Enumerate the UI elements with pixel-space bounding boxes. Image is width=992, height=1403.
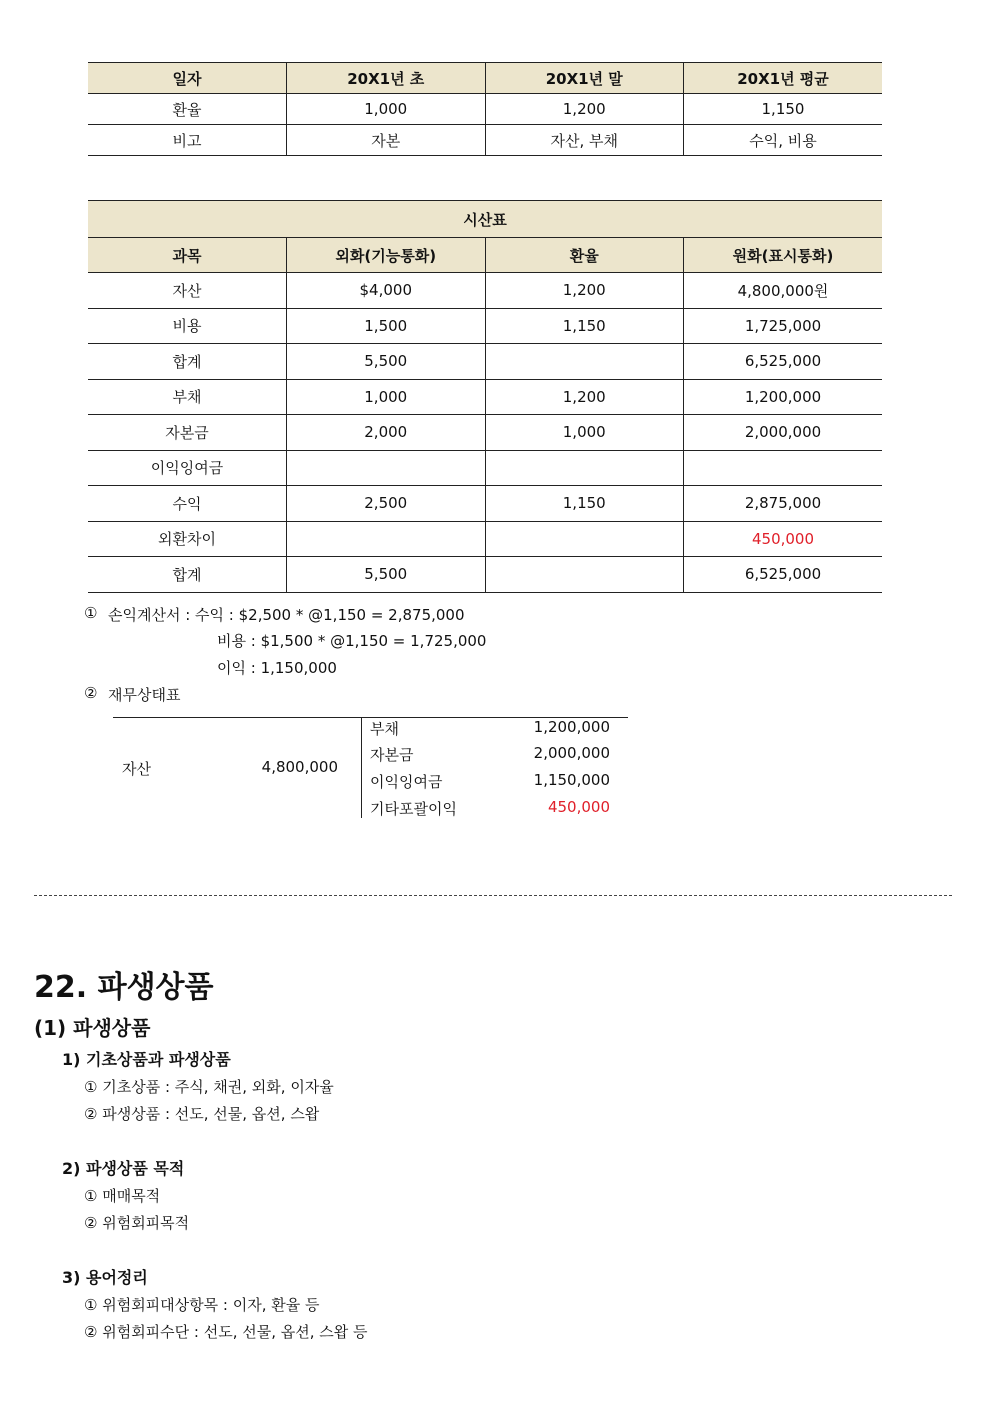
note-2-balance-sheet: 재무상태표 bbox=[108, 686, 181, 704]
table-cell: 이익잉여금 bbox=[88, 450, 287, 486]
table-row bbox=[88, 125, 882, 156]
table-cell: 1,725,000 bbox=[684, 308, 883, 344]
list-item: ① 매매목적 bbox=[84, 1187, 161, 1205]
table-cell: 외환차이 bbox=[88, 521, 287, 557]
table-cell: 1,200 bbox=[485, 94, 684, 125]
list-item: ② 위험회피목적 bbox=[84, 1214, 190, 1232]
table-header-row bbox=[88, 238, 882, 273]
note-2-marker: ② bbox=[84, 684, 98, 702]
list-item: ① 위험회피대상항목 : 이자, 환율 등 bbox=[84, 1296, 320, 1314]
bs-left-label: 자산 bbox=[122, 760, 151, 778]
table-cell: 합계 bbox=[88, 557, 287, 593]
table-row bbox=[88, 344, 882, 380]
exchange-rate-table bbox=[88, 62, 882, 156]
heading-3: 3) 용어정리 bbox=[62, 1268, 148, 1287]
section-separator bbox=[34, 895, 952, 896]
table-cell: 2,875,000 bbox=[684, 486, 883, 522]
header-cell: 원화(표시통화) bbox=[684, 238, 883, 273]
bs-right-label: 기타포괄이익 bbox=[370, 800, 457, 818]
table-cell: 환율 bbox=[88, 94, 287, 125]
list-item: ② 파생상품 : 선도, 선물, 옵션, 스왑 bbox=[84, 1105, 320, 1123]
table-cell bbox=[684, 450, 883, 486]
table-caption-row bbox=[88, 201, 882, 238]
header-cell: 외화(기능통화) bbox=[287, 238, 486, 273]
table-cell: 1,000 bbox=[485, 415, 684, 451]
table-cell: 수익, 비용 bbox=[684, 125, 883, 156]
table-cell: 1,500 bbox=[287, 308, 486, 344]
table-cell: 자본금 bbox=[88, 415, 287, 451]
note-1-income-statement: 손익계산서 : 수익 : $2,500 * @1,150 = 2,875,000 bbox=[108, 606, 465, 624]
table-cell: 2,000 bbox=[287, 415, 486, 451]
table-cell: 1,150 bbox=[485, 308, 684, 344]
list-item: ① 기초상품 : 주식, 채권, 외화, 이자율 bbox=[84, 1078, 334, 1096]
table-cell: 비용 bbox=[88, 308, 287, 344]
table-cell: 6,525,000 bbox=[684, 557, 883, 593]
trial-balance-table bbox=[88, 200, 882, 593]
fx-difference-value: 450,000 bbox=[684, 521, 883, 557]
table-row bbox=[88, 379, 882, 415]
table-cell: 부채 bbox=[88, 379, 287, 415]
header-cell: 일자 bbox=[88, 63, 287, 94]
table-cell: 2,500 bbox=[287, 486, 486, 522]
table-cell bbox=[287, 450, 486, 486]
header-cell: 20X1년 초 bbox=[287, 63, 486, 94]
subsection-title: (1) 파생상품 bbox=[34, 1016, 151, 1040]
table-header-row bbox=[88, 63, 882, 94]
table-cell: 수익 bbox=[88, 486, 287, 522]
table-row bbox=[88, 486, 882, 522]
bs-right-value: 1,150,000 bbox=[533, 771, 610, 789]
list-item: ② 위험회피수단 : 선도, 선물, 옵션, 스왑 등 bbox=[84, 1323, 368, 1341]
table-title: 시산표 bbox=[88, 201, 882, 238]
bs-right-value: 1,200,000 bbox=[533, 718, 610, 736]
table-cell: 5,500 bbox=[287, 557, 486, 593]
table-row bbox=[88, 521, 882, 557]
table-cell: 1,000 bbox=[287, 94, 486, 125]
header-cell: 환율 bbox=[485, 238, 684, 273]
table-cell bbox=[485, 557, 684, 593]
table-cell: 6,525,000 bbox=[684, 344, 883, 380]
note-1-marker: ① bbox=[84, 604, 98, 622]
table-cell: 1,000 bbox=[287, 379, 486, 415]
table-cell: 2,000,000 bbox=[684, 415, 883, 451]
section-title: 22. 파생상품 bbox=[34, 970, 214, 1005]
bs-right-label: 부채 bbox=[370, 720, 399, 738]
header-cell: 20X1년 평균 bbox=[684, 63, 883, 94]
bs-right-value: 2,000,000 bbox=[533, 744, 610, 762]
table-row bbox=[88, 557, 882, 593]
table-row bbox=[88, 415, 882, 451]
table-row bbox=[88, 273, 882, 309]
table-cell: 비고 bbox=[88, 125, 287, 156]
table-cell: 1,150 bbox=[684, 94, 883, 125]
table-cell: 자산 bbox=[88, 273, 287, 309]
bs-right-label: 자본금 bbox=[370, 746, 414, 764]
table-cell bbox=[287, 521, 486, 557]
table-cell: 1,200,000 bbox=[684, 379, 883, 415]
bs-left-value: 4,800,000 bbox=[261, 758, 338, 776]
note-1-line-2: 비용 : $1,500 * @1,150 = 1,725,000 bbox=[217, 632, 487, 650]
table-cell bbox=[485, 344, 684, 380]
table-cell: 자본 bbox=[287, 125, 486, 156]
bs-right-label: 이익잉여금 bbox=[370, 773, 443, 791]
table-cell: $4,000 bbox=[287, 273, 486, 309]
table-cell: 1,200 bbox=[485, 273, 684, 309]
note-1-line-3: 이익 : 1,150,000 bbox=[217, 659, 337, 677]
table-cell: 자산, 부채 bbox=[485, 125, 684, 156]
heading-1: 1) 기초상품과 파생상품 bbox=[62, 1050, 231, 1069]
table-row bbox=[88, 308, 882, 344]
t-account-divider bbox=[361, 717, 362, 818]
table-cell: 1,200 bbox=[485, 379, 684, 415]
heading-2: 2) 파생상품 목적 bbox=[62, 1159, 185, 1178]
header-cell: 20X1년 말 bbox=[485, 63, 684, 94]
bs-other-comprehensive-income-value: 450,000 bbox=[547, 798, 610, 816]
table-cell: 1,150 bbox=[485, 486, 684, 522]
header-cell: 과목 bbox=[88, 238, 287, 273]
table-cell: 5,500 bbox=[287, 344, 486, 380]
table-cell bbox=[485, 521, 684, 557]
table-cell: 합계 bbox=[88, 344, 287, 380]
table-row bbox=[88, 450, 882, 486]
table-cell bbox=[485, 450, 684, 486]
table-cell: 4,800,000원 bbox=[684, 273, 883, 309]
table-row bbox=[88, 94, 882, 125]
